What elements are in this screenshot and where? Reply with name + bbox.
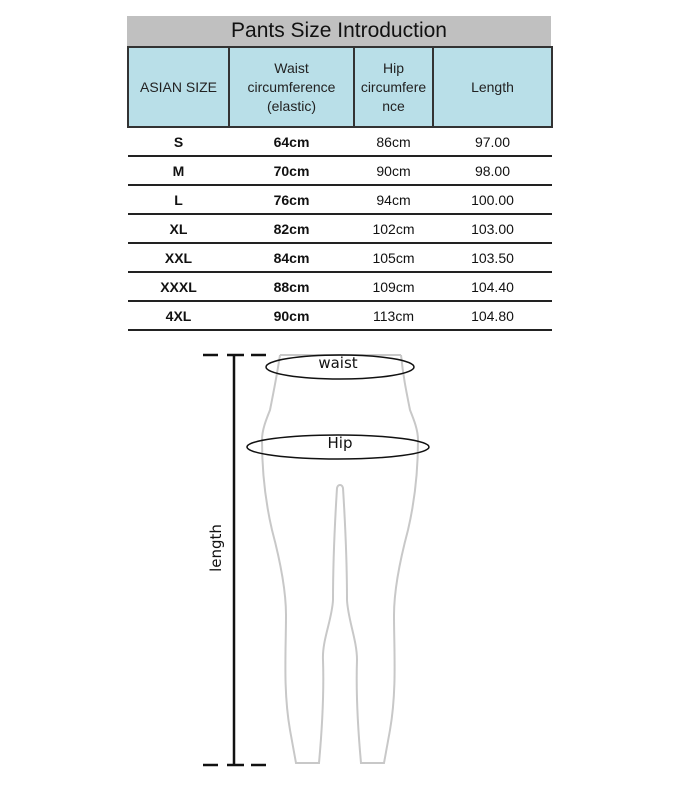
waist-cell: 76cm <box>229 185 354 214</box>
length-cell: 104.80 <box>433 301 552 330</box>
header-hip: Hip circumfere nce <box>354 47 433 127</box>
size-cell: XXL <box>128 243 229 272</box>
hip-cell: 102cm <box>354 214 433 243</box>
length-cell: 103.50 <box>433 243 552 272</box>
size-cell: M <box>128 156 229 185</box>
pants-outline <box>262 355 418 763</box>
size-table <box>127 46 553 331</box>
length-cell: 103.00 <box>433 214 552 243</box>
waist-label: waist <box>318 354 358 372</box>
hip-cell: 113cm <box>354 301 433 330</box>
header-waist: Waist circumference (elastic) <box>229 47 354 127</box>
table-row <box>128 243 552 272</box>
pants-diagram <box>0 340 674 780</box>
hip-cell: 94cm <box>354 185 433 214</box>
size-cell: XXXL <box>128 272 229 301</box>
length-label: length <box>207 524 225 572</box>
hip-label: Hip <box>327 434 353 452</box>
length-cell: 98.00 <box>433 156 552 185</box>
size-cell: XL <box>128 214 229 243</box>
table-row <box>128 214 552 243</box>
length-cell: 97.00 <box>433 127 552 156</box>
waist-cell: 64cm <box>229 127 354 156</box>
header-row <box>128 47 552 127</box>
header-asian-size: ASIAN SIZE <box>128 47 229 127</box>
waist-cell: 90cm <box>229 301 354 330</box>
waist-cell: 84cm <box>229 243 354 272</box>
table-row <box>128 156 552 185</box>
size-cell: L <box>128 185 229 214</box>
hip-cell: 90cm <box>354 156 433 185</box>
size-cell: S <box>128 127 229 156</box>
header-length: Length <box>433 47 552 127</box>
waist-cell: 88cm <box>229 272 354 301</box>
table-row <box>128 272 552 301</box>
size-cell: 4XL <box>128 301 229 330</box>
page-title: Pants Size Introduction <box>127 16 551 46</box>
waist-cell: 70cm <box>229 156 354 185</box>
hip-cell: 109cm <box>354 272 433 301</box>
table-row <box>128 185 552 214</box>
length-cell: 100.00 <box>433 185 552 214</box>
waist-cell: 82cm <box>229 214 354 243</box>
hip-cell: 86cm <box>354 127 433 156</box>
length-cell: 104.40 <box>433 272 552 301</box>
hip-cell: 105cm <box>354 243 433 272</box>
table-row <box>128 127 552 156</box>
table-row <box>128 301 552 330</box>
